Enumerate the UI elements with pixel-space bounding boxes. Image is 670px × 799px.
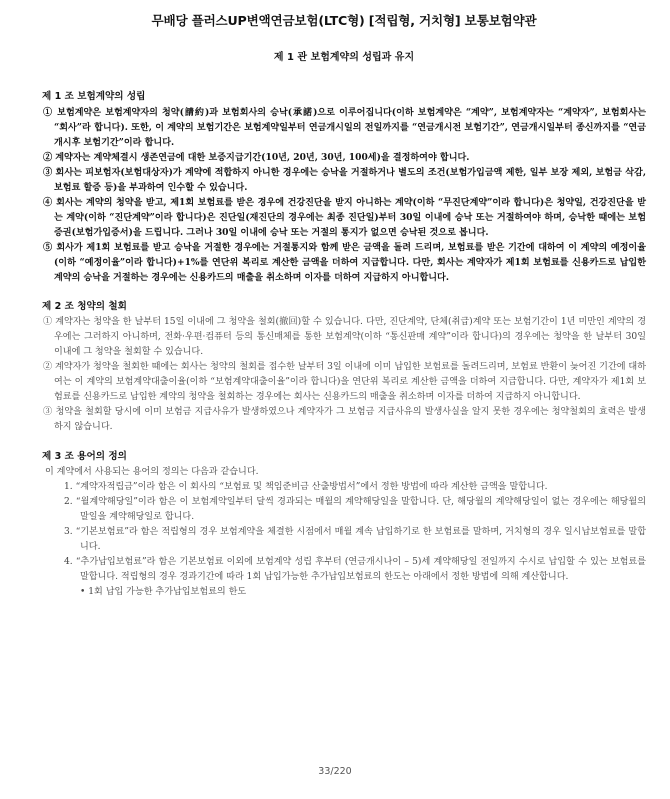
definition-sub-item: • 1회 납입 가능한 추가납입보험료의 한도: [80, 587, 247, 597]
article-2: [42, 298, 646, 435]
article-paragraph: ⑤ 회사가 제1회 보험료를 받고 승낙을 거절한 경우에는 거절통지와 함께 받은 금액을 돌려 드리며, 보험료를 받은 기간에 대하여 이 계약의 예정이율(이하 “예정이율”이라 합니다)+1%를 연단위 복리로 계산한 금액을 더하여 지급합니다. 다만, 회사는 계약자가 제1회 보험료를 신용카드로 납입한 계약의 승낙을 거절하는 경우에는 신용카드의 매출을 취소하며 이자를 더하여 지급하지 아니합니다.: [43, 242, 646, 283]
document-title: 무배당 플러스UP변액연금보험(LTC형) [적립형, 거치형] 보통보험약관: [151, 13, 537, 28]
definition-item: 3. “기본보험료”라 함은 적립형의 경우 보험계약을 체결한 시점에서 매월 계속 납입하기로 한 보험료를 말하며, 거치형의 경우 일시납보험료를 말합니다.: [64, 527, 646, 552]
article-1: [42, 88, 646, 285]
article-intro: 이 계약에서 사용되는 용어의 정의는 다음과 같습니다.: [45, 467, 259, 477]
article-heading: 제 1 조 보험계약의 성립: [42, 91, 146, 102]
article-paragraph: ② 계약자가 청약을 철회한 때에는 회사는 청약의 철회를 접수한 날부터 3일 이내에 이미 납입한 보험료를 돌려드리며, 보험료 반환이 늦어진 기간에 대하여는 이 계약의 보험계약대출이율(이하 “보험계약대출이율”이라 합니다)을 연단위 복리로 계산한 금액을 더하여 지급합니다. 다만, 계약자가 제1회 보험료를 신용카드로 납입한 계약의 청약을 철회하는 경우에는 회사는 신용카드의 매출을 취소하며 이자를 더하여 지급하지 아니합니다.: [43, 362, 646, 402]
chapter-heading: 제 1 관 보험계약의 성립과 유지: [273, 52, 415, 63]
article-paragraph: ④ 회사는 계약의 청약을 받고, 제1회 보험료를 받은 경우에 건강진단을 받지 아니하는 계약(이하 “무진단계약”이라 합니다)은 청약일, 건강진단을 받는 계약(이하 “진단계약”이라 합니다)은 진단일(재진단의 경우에는 최종 진단일)부터 30일 이내에 승낙 또는 거절하여야 하며, 승낙한 때에는 보험증권(보험가입증서)을 드립니다. 그러나 30일 이내에 승낙 또는 거절의 통지가 없으면 승낙된 것으로 봅니다.: [43, 197, 646, 238]
article-3: [42, 448, 646, 600]
page-number: 33/220: [318, 766, 352, 777]
article-paragraph: ① 계약자는 청약을 한 날부터 15일 이내에 그 청약을 철회(撤回)할 수 있습니다. 다만, 진단계약, 단체(취급)계약 또는 보험기간이 1년 미만인 계약의 경우에는 그러하지 아니하며, 전화·우편·컴퓨터 등의 통신매체를 통한 보험계약(이하 “통신판매 계약”이라 합니다)의 경우에는 청약을 한 날부터 30일 이내에 그 청약을 철회할 수 있습니다.: [43, 317, 646, 357]
article-heading: 제 3 조 용어의 정의: [42, 451, 127, 462]
article-heading: 제 2 조 청약의 철회: [42, 301, 127, 312]
definition-item: 1. “계약자적립금”이라 함은 이 회사의 “보험료 및 책임준비금 산출방법서”에서 정한 방법에 따라 계산한 금액을 말합니다.: [64, 482, 548, 492]
definition-item: 2. “월계약해당일”이라 함은 이 보험계약일부터 달씩 경과되는 매월의 계약해당일을 말합니다. 단, 해당월의 계약해당일이 없는 경우에는 해당월의 말일을 계약해당일로 합니다.: [64, 497, 646, 522]
article-paragraph: ① 보험계약은 보험계약자의 청약(請約)과 보험회사의 승낙(承諾)으로 이루어집니다(이하 보험계약은 “계약”, 보험계약자는 “계약자”, 보험회사는 “회사”라 합니다). 또한, 이 계약의 보험기간은 보험계약일부터 연금개시일의 전일까지를 “연금개시전 보험기간”, 연금개시일부터 종신까지를 “연금개시후 보험기간”이라 합니다.: [43, 107, 646, 148]
article-paragraph: ③ 청약을 철회할 당시에 이미 보험금 지급사유가 발생하였으나 계약자가 그 보험금 지급사유의 발생사실을 알지 못한 경우에는 청약철회의 효력은 발생하지 않습니다.: [43, 407, 646, 432]
article-paragraph: ② 계약자는 계약체결시 생존연금에 대한 보증지급기간(10년, 20년, 30년, 100세)을 결정하여야 합니다.: [43, 152, 470, 163]
definition-list: [42, 480, 646, 585]
article-paragraph: ③ 회사는 피보험자(보험대상자)가 계약에 적합하지 아니한 경우에는 승낙을 거절하거나 별도의 조건(보험가입금액 제한, 일부 보장 제외, 보험금 삭감, 보험료 할증 등)을 부과하여 인수할 수 있습니다.: [43, 167, 646, 193]
definition-item: 4. “추가납입보험료”라 함은 기본보험료 이외에 보험계약 성립 후부터 (연금개시나이 – 5)세 계약해당일 전일까지 수시로 납입할 수 있는 보험료를 말합니다. 적립형의 경우 경과기간에 따라 1회 납입가능한 추가납입보험료의 한도는 아래에서 정한 방법에 의해 계산합니다.: [64, 557, 646, 582]
